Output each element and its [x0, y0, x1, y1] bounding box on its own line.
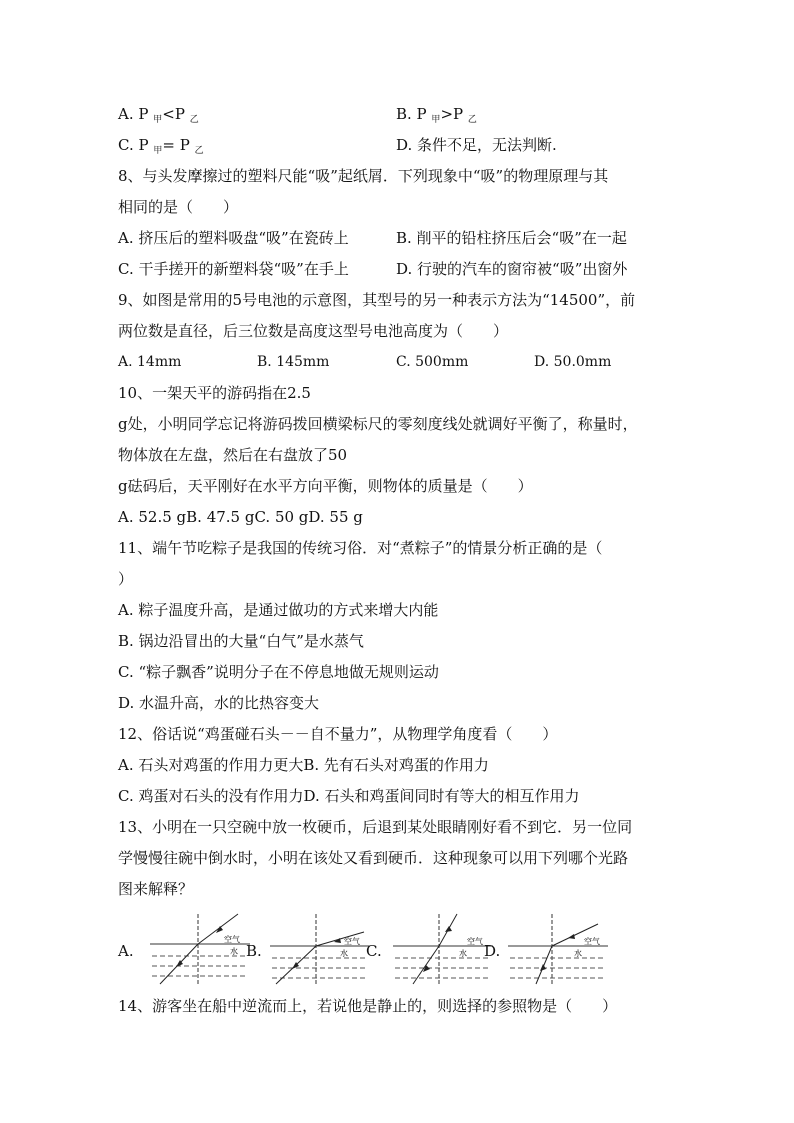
q7-option-b[interactable]: B. P $_甲$>P $_乙$: [396, 105, 477, 125]
air-label: 空气: [344, 937, 360, 946]
q11-option-d[interactable]: D. 水温升高，水的比热容变大: [118, 694, 320, 712]
q8-stem-line2: 相同的是（ ）: [118, 198, 239, 216]
q13-stem-line3: 图来解释？: [118, 880, 194, 898]
q14-stem-line1: 14、游客坐在船中逆流而上，若说他是静止的，则选择的参照物是（ ）: [118, 997, 618, 1015]
q9-option-d[interactable]: D. 50.0mm: [534, 354, 612, 370]
q11-option-b[interactable]: B. 锅边沿冒出的大量“白气”是水蒸气: [118, 632, 364, 650]
q10-options[interactable]: A. 52.5 gB. 47.5 gC. 50 gD. 55 g: [118, 508, 363, 526]
water-label: 水: [340, 949, 348, 958]
q13-figure-a-label[interactable]: A.: [118, 942, 134, 960]
q8-stem-line1: 8、与头发摩擦过的塑料尺能“吸”起纸屑．下列现象中“吸”的物理原理与其: [118, 167, 609, 185]
q10-stem-line3: 物体放在左盘，然后在右盘放了50: [118, 446, 348, 464]
q9-stem-line1: 9、如图是常用的5号电池的示意图，其型号的另一种表示方法为“14500”，前: [118, 291, 636, 309]
q12-options-ab[interactable]: A. 石头对鸡蛋的作用力更大B. 先有石头对鸡蛋的作用力: [118, 756, 489, 774]
air-label: 空气: [224, 935, 240, 944]
arrow-icon: [540, 964, 546, 971]
arrow-icon: [445, 926, 452, 932]
water-label: 水: [459, 949, 467, 958]
q13-figure-b[interactable]: [270, 912, 370, 988]
q11-stem-line2: ）: [118, 570, 134, 588]
q13-stem-line2: 学慢慢往碗中倒水时，小明在该处又看到硬币．这种现象可以用下列哪个光路: [118, 849, 629, 867]
q13-stem-line1: 13、小明在一只空碗中放一枚硬币，后退到某处眼睛刚好看不到它．另一位同: [118, 818, 633, 836]
q10-stem-line4: g砝码后，天平刚好在水平方向平衡，则物体的质量是（ ）: [118, 477, 533, 495]
q13-figure-d-label[interactable]: D.: [484, 942, 501, 960]
air-label: 空气: [467, 937, 483, 946]
water-label: 水: [230, 947, 238, 956]
q9-option-c[interactable]: C. 500mm: [396, 354, 469, 370]
q13-figure-c-label[interactable]: C.: [366, 942, 382, 960]
q9-option-a[interactable]: A. 14mm: [118, 354, 182, 370]
water-label: 水: [574, 949, 582, 958]
q7-option-a[interactable]: A. P $_甲$<P $_乙$: [118, 105, 199, 125]
q8-option-c[interactable]: C. 干手搓开的新塑料袋“吸”在手上: [118, 260, 349, 278]
q13-figure-b-label[interactable]: B.: [246, 942, 262, 960]
q7-options-row2: [118, 135, 557, 158]
q8-options-row1: [118, 228, 627, 248]
q7-option-d[interactable]: D. 条件不足，无法判断.: [396, 136, 557, 154]
q10-stem-line1: 10、一架天平的游码指在2.5: [118, 384, 311, 402]
q11-option-a[interactable]: A. 粽子温度升高，是通过做功的方式来增大内能: [118, 601, 439, 619]
q8-option-a[interactable]: A. 挤压后的塑料吸盘“吸”在瓷砖上: [118, 229, 349, 247]
q11-stem-line1: 11、端午节吃粽子是我国的传统习俗．对“煮粽子”的情景分析正确的是（: [118, 539, 603, 557]
q11-option-c[interactable]: C. “粽子飘香”说明分子在不停息地做无规则运动: [118, 663, 439, 681]
q9-option-b[interactable]: B. 145mm: [257, 354, 330, 370]
q10-stem-line2: g处，小明同学忘记将游码拨回横梁标尺的零刻度线处就调好平衡了，称量时，: [118, 415, 638, 433]
q8-options-row2: [118, 259, 628, 279]
q13-figure-d[interactable]: [508, 912, 608, 988]
q8-option-b[interactable]: B. 削平的铅柱挤压后会“吸”在一起: [396, 229, 627, 247]
q8-option-d[interactable]: D. 行驶的汽车的窗帘被“吸”出窗外: [396, 260, 628, 278]
q9-stem-line2: 两位数是直径，后三位数是高度这型号电池高度为（ ）: [118, 322, 509, 340]
air-label: 空气: [584, 937, 600, 946]
q12-options-cd[interactable]: C. 鸡蛋对石头的没有作用力D. 石头和鸡蛋间同时有等大的相互作用力: [118, 787, 580, 805]
q12-stem-line1: 12、俗话说“鸡蛋碰石头－－自不量力”，从物理学角度看（ ）: [118, 725, 558, 743]
q13-figure-c[interactable]: [393, 912, 493, 988]
q7-option-c[interactable]: C. P $_甲$= P $_乙$: [118, 136, 204, 156]
q7-options-row1: [118, 104, 477, 127]
q13-figure-a[interactable]: [150, 912, 250, 988]
